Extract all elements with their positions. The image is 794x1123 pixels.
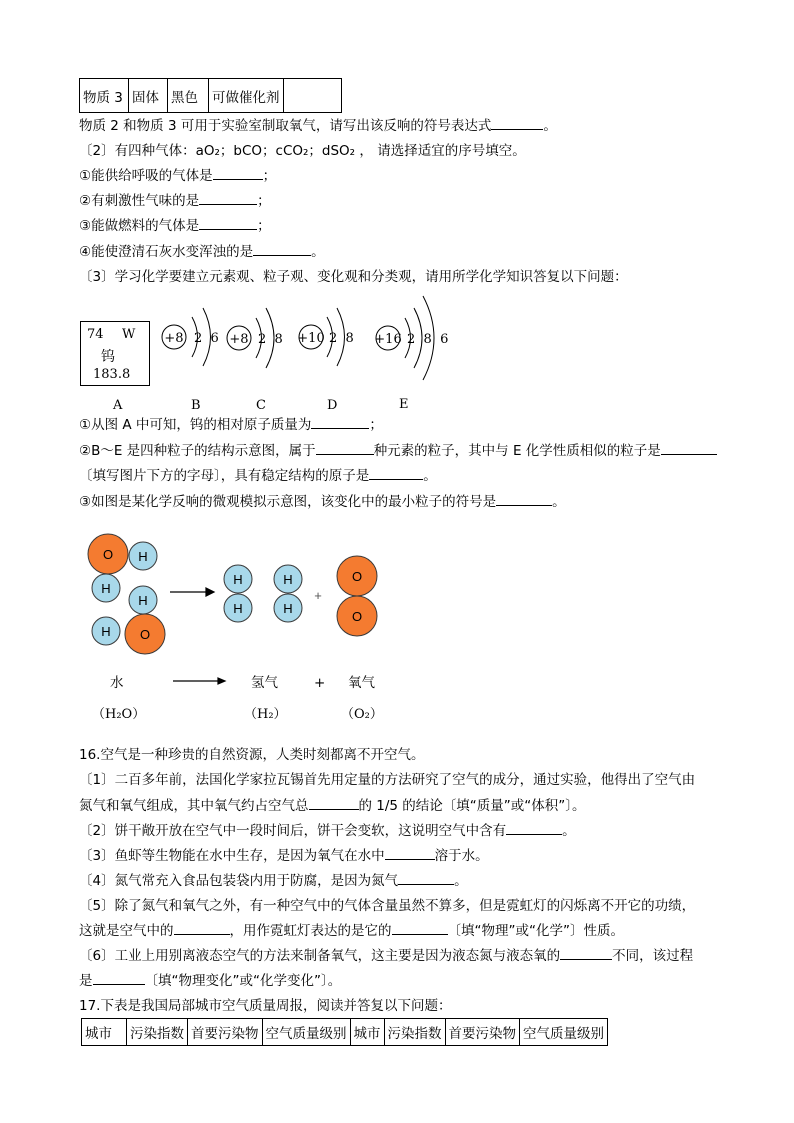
plus-sign: +	[314, 675, 326, 691]
q16-part6: 〔6〕工业上用别离液态空气的方法来制备氧气，这主要是因为液态氮与液态氧的 不同，该过程	[79, 948, 694, 964]
reaction-question: 物质 2 和物质 3 可用于实验室制取氧气，请写出该反响的符号表达式 。	[79, 118, 557, 134]
product-name: 氧气	[348, 675, 375, 691]
q16-part2: 〔2〕饼干敞开放在空气中一段时间后，饼干会变软，这说明空气中含有 。	[79, 823, 576, 839]
atom-label: H	[138, 593, 148, 608]
answer-blank[interactable]	[661, 442, 717, 455]
table-header-row	[82, 1019, 608, 1046]
atom-label: O	[102, 547, 114, 562]
electron-count: 2 8 6	[407, 332, 449, 347]
table-cell: 黑色	[168, 79, 209, 113]
gas-item-1: ①能供给呼吸的气体是 ；	[79, 168, 277, 184]
q16-part5-cont: 这就是空气中的 ，用作霓虹灯表达的是它的 〔填“物理”或“化学”〕性质。	[79, 923, 624, 939]
q16-part4: 〔4〕氮气常充入食品包装袋内用于防腐，是因为氮气 。	[79, 873, 468, 889]
atom-label: H	[233, 601, 243, 616]
answer-blank[interactable]	[392, 922, 448, 935]
nucleus-charge: +8	[229, 332, 249, 347]
nucleus-charge: +10	[297, 331, 325, 346]
atom-label: H	[233, 572, 243, 587]
atom-label: H	[283, 601, 293, 616]
element-name: 钨	[101, 349, 115, 365]
atom-label: H	[283, 572, 293, 587]
sub-question-3: ③如图是某化学反响的微观模拟示意图，该变化中的最小粒子的符号是 。	[79, 494, 566, 510]
plus-sign: +	[314, 588, 322, 603]
table-header-cell: 污染指数	[384, 1019, 445, 1046]
q16-part3: 〔3〕鱼虾等生物能在水中生存，是因为氧气在水中 溶于水。	[79, 848, 489, 864]
nucleus-charge: +8	[164, 331, 184, 346]
product-name: 氢气	[251, 675, 278, 691]
atom-label: O	[351, 609, 363, 624]
table-header-cell: 城市	[350, 1019, 384, 1046]
table-header-cell: 污染指数	[127, 1019, 188, 1046]
q16-part1: 〔1〕二百多年前，法国化学家拉瓦锡首先用定量的方法研究了空气的成分，通过实验，他得出了空气由	[79, 772, 696, 788]
atom-label: H	[138, 549, 148, 564]
figure-letter: C	[256, 398, 266, 413]
part3-intro: 〔3〕学习化学要建立元素观、粒子观、变化观和分类观，请用所学化学知识答复以下问题：	[79, 269, 628, 285]
air-quality-table	[81, 1018, 608, 1046]
sub-question-2-cont: 〔填写图片下方的字母〕，具有稳定结构的原子是 。	[79, 468, 437, 484]
answer-blank[interactable]	[560, 947, 612, 960]
table-header-cell: 空气质量级别	[520, 1019, 608, 1046]
q16-part5: 〔5〕除了氮气和氧气之外，有一种空气中的气体含量虽然不算多，但是霓虹灯的闪烁离不开它的功绩，	[79, 898, 696, 914]
answer-blank[interactable]	[309, 797, 359, 810]
formula-label: （O₂）	[341, 707, 383, 722]
table-cell: 物质 3	[80, 79, 129, 113]
sub-question-2: ②B～E 是四种粒子的结构示意图，属于 种元素的粒子，其中与 E 化学性质相似的粒子是	[79, 441, 717, 461]
q16-title: 16.空气是一种珍贵的自然资源，人类时刻都离不开空气。	[79, 747, 425, 763]
atom-label: H	[101, 624, 111, 639]
figure-letter: D	[327, 398, 338, 413]
atom-label: H	[101, 581, 111, 596]
atom-label: O	[351, 569, 363, 584]
atomic-number: 74	[87, 327, 104, 342]
table-cell: 可做催化剂	[209, 79, 284, 113]
gas-item-3: ③能做燃料的气体是 ；	[79, 218, 271, 234]
table-header-cell: 首要污染物	[188, 1019, 263, 1046]
answer-blank[interactable]	[496, 493, 552, 506]
table-header-cell: 城市	[82, 1019, 127, 1046]
figure-letter: E	[399, 397, 409, 412]
gases-question: 〔2〕有四种气体：aO₂；bCO；cCO₂；dSO₂ ， 请选择适宜的序号填空。	[79, 143, 526, 159]
answer-blank[interactable]	[174, 922, 230, 935]
arrow-head	[206, 588, 214, 596]
reactant-name: 水	[110, 675, 124, 691]
formula-label: （H₂）	[244, 707, 287, 722]
atomic-mass: 183.8	[93, 367, 131, 382]
answer-blank[interactable]	[398, 872, 454, 885]
electron-count: 2 8	[258, 332, 283, 347]
q17-title: 17.下表是我国局部城市空气质量周报，阅读并答复以下问题：	[79, 998, 452, 1014]
gas-item-4: ④能使澄清石灰水变浑浊的是 。	[79, 244, 325, 260]
atom-label: O	[139, 627, 151, 642]
table-header-cell: 首要污染物	[445, 1019, 520, 1046]
electron-count: 2 8	[329, 331, 354, 346]
answer-blank[interactable]	[369, 467, 423, 480]
electron-count: 2 6	[194, 331, 219, 346]
formula-label: （H₂O）	[92, 707, 146, 722]
answer-blank[interactable]	[385, 847, 435, 860]
answer-blank[interactable]	[311, 416, 369, 429]
figure-letter: A	[113, 398, 123, 413]
element-symbol: W	[122, 327, 136, 342]
answer-blank[interactable]	[93, 972, 145, 985]
answer-blank[interactable]	[316, 442, 374, 455]
table-cell: 固体	[129, 79, 168, 113]
sub-question-1: ①从图 A 中可知，钨的相对原子质量为 ；	[79, 417, 383, 433]
answer-blank[interactable]	[506, 822, 562, 835]
arrow-head	[218, 678, 225, 684]
q16-part1-cont: 氮气和氧气组成，其中氧气约占空气总 的 1/5 的结论〔填“质量”或“体积”〕。	[79, 798, 586, 814]
gas-item-2: ②有刺激性气味的是 ；	[79, 193, 271, 209]
table-header-cell: 空气质量级别	[262, 1019, 350, 1046]
nucleus-charge: +16	[374, 332, 402, 347]
figure-letter: B	[191, 398, 201, 413]
q16-part6-cont: 是 〔填“物理变化”或“化学变化”〕。	[79, 973, 342, 989]
